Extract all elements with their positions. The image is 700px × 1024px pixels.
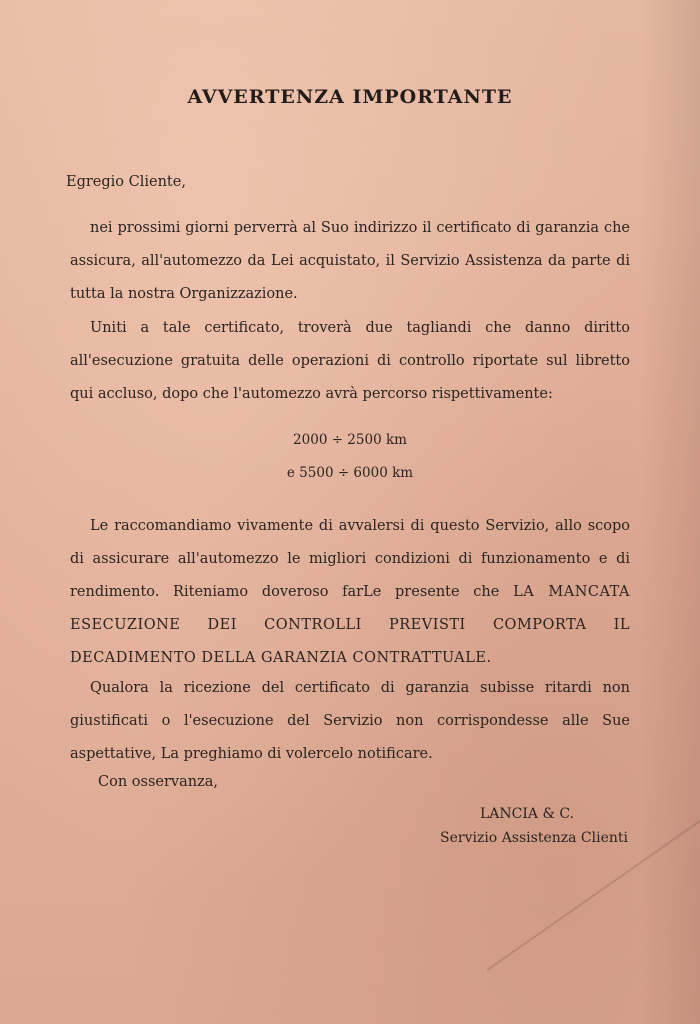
- signature-department: Servizio Assistenza Clienti: [440, 830, 629, 846]
- recommendation-text: Le raccomandiamo vivamente di avvalersi di questo Servizio, allo scopo di assicurare all'automezzo le migliori condizioni di funzionamento e di rendimento. Riteniamo doveroso farLe presente che: [70, 518, 630, 600]
- km-range-first: 2000 ÷ 2500 km: [293, 432, 407, 448]
- signature-company: LANCIA & C.: [480, 806, 575, 822]
- km-range-second: e 5500 ÷ 6000 km: [286, 465, 414, 481]
- warranty-warning: LA MANCATA ESECUZIONE DEI CONTROLLI PREVISTI COMPORTA IL DECADIMENTO DELLA GARANZIA CONTRATTUALE.: [70, 584, 631, 666]
- paragraph-recommendation: [70, 510, 630, 675]
- document-title: AVVERTENZA IMPORTANTE: [187, 86, 513, 108]
- closing-line: Con osservanza,: [98, 774, 218, 790]
- salutation: Egregio Cliente,: [66, 174, 186, 190]
- paragraph-certificate: nei prossimi giorni perverrà al Suo indirizzo il certificato di garanzia che assicura, all'automezzo da Lei acquistato, il Servizio Assistenza da parte di tutta la nostra Organizzazione.: [70, 220, 630, 302]
- paragraph-notification: Qualora la ricezione del certificato di garanzia subisse ritardi non giustificati o l'esecuzione del Servizio non corrispondesse alle Sue aspettative, La preghiamo di volercelo notificare.: [70, 680, 630, 762]
- paragraph-coupons: Uniti a tale certificato, troverà due tagliandi che danno diritto all'esecuzione gratuita delle operazioni di controllo riportate sul libretto qui accluso, dopo che l'automezzo avrà percorso rispettivamente:: [70, 320, 630, 402]
- paper-fold-shadow: [640, 0, 700, 1024]
